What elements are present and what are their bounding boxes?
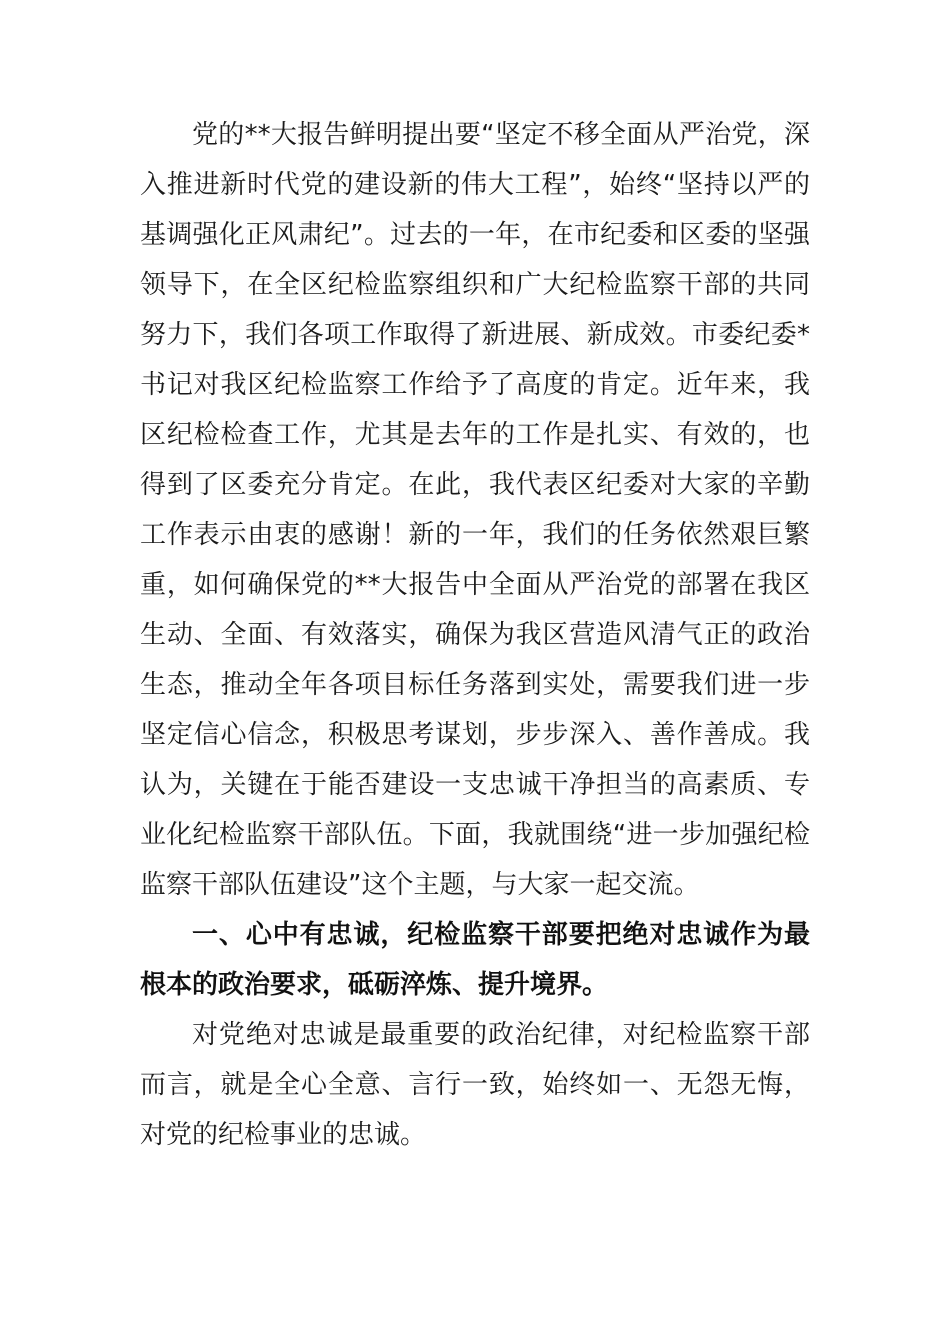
intro-paragraph: 党的**大报告鲜明提出要“坚定不移全面从严治党，深入推进新时代党的建设新的伟大工程”，始终“坚持以严的基调强化正风肃纪”。过去的一年，在市纪委和区委的坚强领导下，在全区纪检监察组织和广大纪检监察干部的共同努力下，我们各项工作取得了新进展、新成效。市委纪委*书记对我区纪检监察工作给予了高度的肯定。近年来，我区纪检检查工作，尤其是去年的工作是扎实、有效的，也得到了区委充分肯定。在此，我代表区纪委对大家的辛勤工作表示由衷的感谢！新的一年，我们的任务依然艰巨繁重，如何确保党的**大报告中全面从严治党的部署在我区生动、全面、有效落实，确保为我区营造风清气正的政治生态，推动全年各项目标任务落到实处，需要我们进一步坚定信心信念，积极思考谋划，步步深入、善作善成。我认为，关键在于能否建设一支忠诚干净担当的高素质、专业化纪检监察干部队伍。下面，我就围绕“进一步加强纪检监察干部队伍建设”这个主题，与大家一起交流。 xyxy=(140,120,810,900)
document-body xyxy=(140,110,810,1160)
section-heading: 一、心中有忠诚，纪检监察干部要把绝对忠诚作为最根本的政治要求，砥砺淬炼、提升境界。 xyxy=(140,920,810,1000)
section-paragraph: 对党绝对忠诚是最重要的政治纪律，对纪检监察干部而言，就是全心全意、言行一致，始终如一、无怨无悔，对党的纪检事业的忠诚。 xyxy=(140,1020,810,1150)
